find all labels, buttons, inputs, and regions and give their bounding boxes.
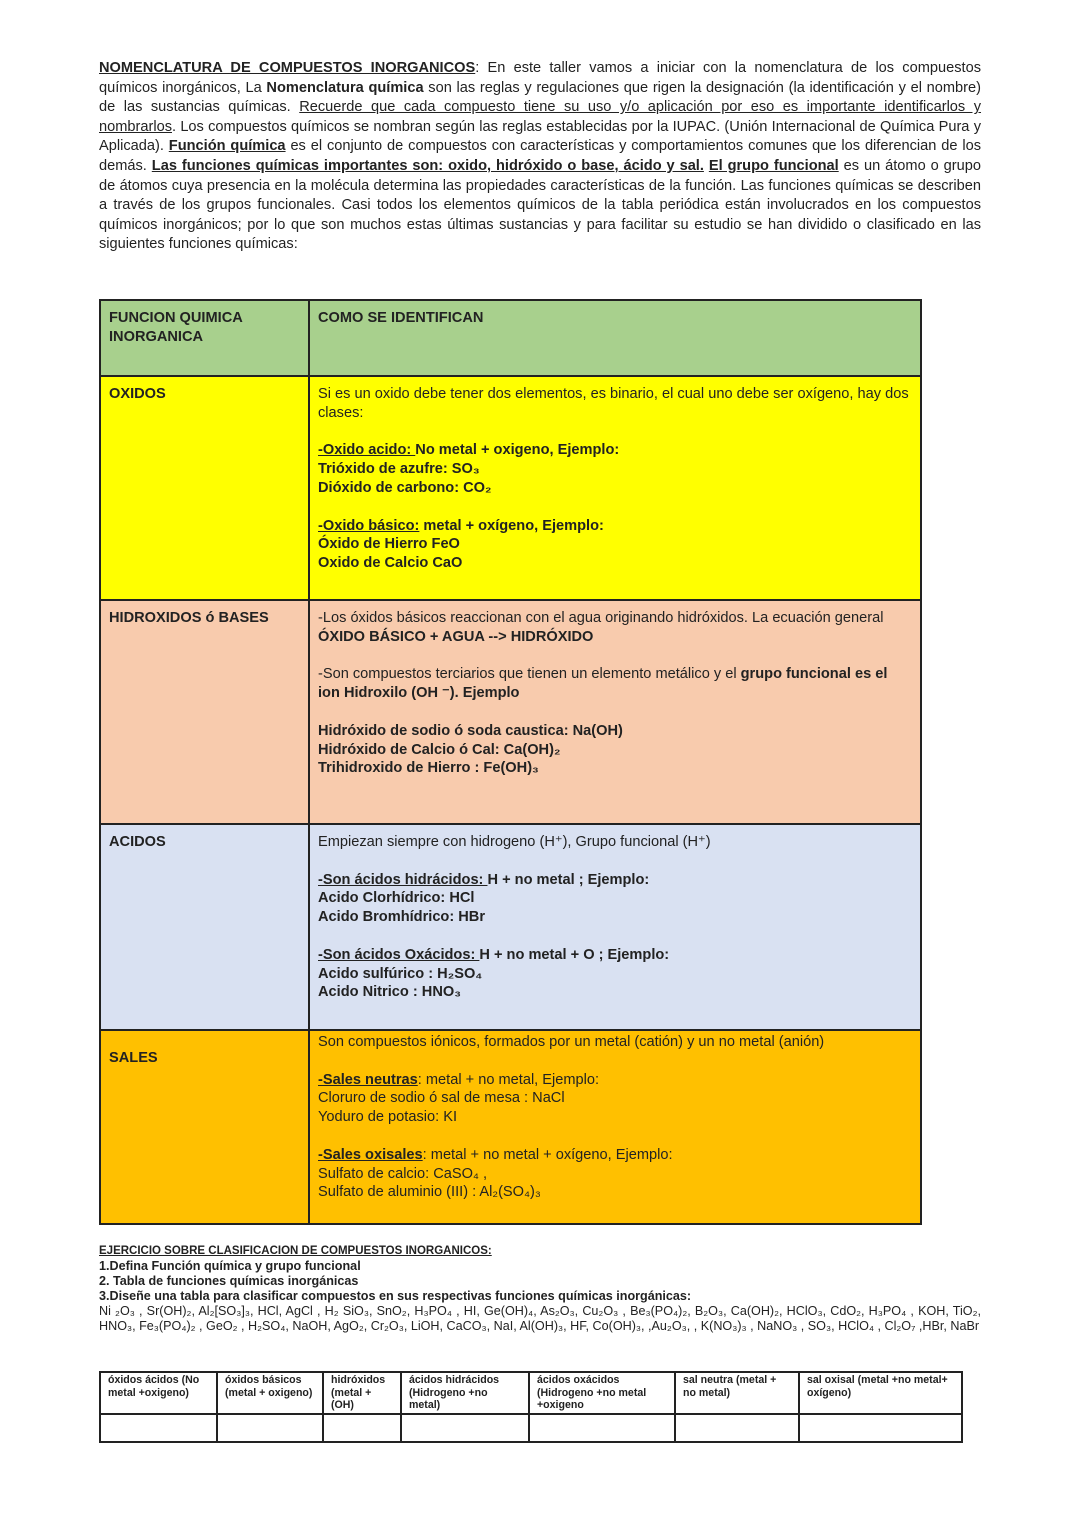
sales-oxisales-ex2: Sulfato de aluminio (III) : Al₂(SO₄)₃ xyxy=(318,1184,541,1201)
exercise-q1: 1.Defina Función química y grupo funcional xyxy=(99,1259,361,1273)
sales-neutras-title: -Sales neutras xyxy=(318,1071,418,1088)
col-sal-neutra: sal neutra (metal + no metal) xyxy=(675,1372,799,1414)
cell-sal-oxisal[interactable] xyxy=(799,1414,962,1442)
oxacidos-title: -Son ácidos Oxácidos: xyxy=(318,946,480,963)
sales-neutras-ex1: Cloruro de sodio ó sal de mesa : NaCl xyxy=(318,1090,565,1107)
header-col-como: COMO SE IDENTIFICAN xyxy=(309,300,921,376)
cell-oxidos-basicos[interactable] xyxy=(217,1414,323,1442)
compounds-list: Ni ₂O₃ , Sr(OH)₂, Al₂[SO₃]₃, HCl, AgCl , H₂ SiO₃, SnO₂, H₃PO₄ , HI, Ge(OH)₄, As₂O₃, Cu₂O₃ , Be₃(PO₄)₂, B₂O₃, Ca(OH)₂, HClO₃, CdO₂, H₃PO₄ , KOH, TiO₂, HNO₃, Fe₃(PO₄)₂ , GeO₂ , H₂SO₄, NaOH, AgO₂, Cr₂O₃, LiOH, CaCO₃, NaI, Al(OH)₃, HF, Co(OH)₃, ,Au₂O₃, , K(NO₃)₃ , NaNO₃ , SO₃, HClO₄ , Cl₂O₇ ,HBr, NaBr xyxy=(99,1304,981,1333)
nomenclatura-term: Nomenclatura química xyxy=(266,79,424,96)
table-header-row xyxy=(100,300,921,376)
cell-oxidos-acidos[interactable] xyxy=(100,1414,217,1442)
funciones-importantes-term: Las funciones químicas importantes son: oxido, hidróxido o base, ácido y sal. xyxy=(151,157,704,174)
exercise-q2: 2. Tabla de funciones químicas inorgánicas xyxy=(99,1274,359,1288)
oxido-acido-title: -Oxido acido: xyxy=(318,442,416,459)
intro-text-4: es el conjunto de compuestos con características y comportamientos comunes que los diferencian de los demás. xyxy=(99,138,981,174)
exercise-section xyxy=(99,1244,981,1334)
col-oxidos-acidos: óxidos ácidos (No metal +oxigeno) xyxy=(100,1372,217,1414)
sales-label: SALES xyxy=(100,1030,309,1224)
hidroxidos-ex3: Trihidroxido de Hierro : Fe(OH)₃ xyxy=(318,760,539,777)
sales-desc: Son compuestos iónicos, formados por un metal (catión) y un no metal (anión) xyxy=(318,1034,825,1050)
hidracidos-rule: H + no metal ; Ejemplo: xyxy=(487,871,650,888)
oxido-basico-ex2: Oxido de Calcio CaO xyxy=(318,555,463,572)
hidroxidos-ex2: Hidróxido de Calcio ó Cal: Ca(OH)₂ xyxy=(318,741,561,758)
oxido-basico-title: -Oxido básico: xyxy=(318,517,420,534)
hidracidos-title: -Son ácidos hidrácidos: xyxy=(318,871,488,888)
row-acidos xyxy=(100,824,921,1030)
hidroxidos-equation: ÓXIDO BÁSICO + AGUA --> HIDRÓXIDO xyxy=(318,628,594,645)
oxido-basico-rule: metal + oxígeno, Ejemplo: xyxy=(419,517,604,534)
recuerde-note: Recuerde que cada compuesto tiene su uso y/o aplicación por eso es importante identificarlos y nombrarlos xyxy=(99,99,982,135)
header-col-funcion: FUNCION QUIMICA INORGANICA xyxy=(100,300,309,376)
exercise-title: EJERCICIO SOBRE CLASIFICACION DE COMPUESTOS INORGANICOS: xyxy=(99,1245,492,1257)
col-sal-oxisal: sal oxisal (metal +no metal+ oxígeno) xyxy=(799,1372,962,1414)
document-title: NOMENCLATURA DE COMPUESTOS INORGANICOS xyxy=(99,60,476,76)
sales-neutras-rule: : metal + no metal, Ejemplo: xyxy=(417,1071,600,1088)
row-oxidos xyxy=(100,376,921,600)
hidroxidos-description xyxy=(309,600,921,824)
funcion-quimica-term: Función química xyxy=(168,138,286,155)
col-hidroxidos: hidróxidos (metal + (OH) xyxy=(323,1372,401,1414)
oxacidos-ex1: Acido sulfúrico : H₂SO₄ xyxy=(318,965,483,982)
hidroxidos-desc2b: grupo funcional es el ion Hidroxilo (OH ⁻). Ejemplo xyxy=(318,666,888,702)
sales-oxisales-ex1: Sulfato de calcio: CaSO₄ , xyxy=(318,1165,488,1182)
row-sales xyxy=(100,1030,921,1224)
oxidos-desc: Si es un oxido debe tener dos elementos, es binario, el cual uno debe ser oxígeno, hay dos clases: xyxy=(318,386,909,421)
oxido-basico-ex1: Óxido de Hierro FeO xyxy=(318,536,460,553)
acidos-label: ACIDOS xyxy=(100,824,309,1030)
hidroxidos-ex1: Hidróxido de sodio ó soda caustica: Na(OH) xyxy=(318,722,623,739)
row-hidroxidos xyxy=(100,600,921,824)
cell-acidos-hidracidos[interactable] xyxy=(401,1414,529,1442)
oxido-acido-ex1: Trióxido de azufre: SO₃ xyxy=(318,461,480,478)
oxidos-label: OXIDOS xyxy=(100,376,309,600)
functions-table xyxy=(99,299,922,1225)
intro-text-1: : En este taller vamos a iniciar con la nomenclatura de los compuestos químicos inorgánicos, La xyxy=(99,60,981,96)
grupo-funcional-term: El grupo funcional xyxy=(708,157,839,174)
cell-acidos-oxacidos[interactable] xyxy=(529,1414,675,1442)
exercise-q3: 3.Diseñe una tabla para clasificar compuestos en sus respectivas funciones químicas inorgánicas: xyxy=(99,1289,692,1303)
col-acidos-oxacidos: ácidos oxácidos (Hidrogeno +no metal +oxigeno xyxy=(529,1372,675,1414)
sales-oxisales-rule: : metal + no metal + oxígeno, Ejemplo: xyxy=(422,1146,673,1163)
cell-sal-neutra[interactable] xyxy=(675,1414,799,1442)
classification-header-row xyxy=(100,1372,962,1414)
intro-text-3: . Los compuestos químicos se nombran según las reglas establecidas por la IUPAC. (Unión Internacional de Química Pura y Aplicada). xyxy=(99,118,981,155)
oxidos-description xyxy=(309,376,921,600)
classification-table xyxy=(99,1371,963,1443)
hidroxidos-desc2a: -Son compuestos terciarios que tienen un elemento metálico y el xyxy=(318,666,741,683)
hidroxidos-label: HIDROXIDOS ó BASES xyxy=(100,600,309,824)
hidracidos-ex2: Acido Bromhídrico: HBr xyxy=(318,909,486,926)
col-oxidos-basicos: óxidos básicos (metal + oxigeno) xyxy=(217,1372,323,1414)
acidos-description xyxy=(309,824,921,1030)
oxacidos-rule: H + no metal + O ; Ejemplo: xyxy=(479,946,670,963)
sales-description xyxy=(309,1030,921,1224)
hidracidos-ex1: Acido Clorhídrico: HCl xyxy=(318,890,475,907)
oxido-acido-rule: No metal + oxigeno, Ejemplo: xyxy=(415,442,620,459)
oxacidos-ex2: Acido Nitrico : HNO₃ xyxy=(318,984,461,1001)
intro-text-2: son las reglas y regulaciones que rigen la designación (la identificación y el nombre) de las sustancias químicas. xyxy=(99,79,981,116)
acidos-desc: Empiezan siempre con hidrogeno (H⁺), Grupo funcional (H⁺) xyxy=(318,834,711,850)
intro-text-6: es un átomo o grupo de átomos cuya presencia en la molécula determina las propiedades características de la función. Las funciones químicas se describen a través de los grupos funcionales. Casi todos los elementos químicos de la tabla periódica están involucrados en los compuestos químicos inorgánicos; por lo que son muchos estas últimas sustancias y para facilitar su estudio se han dividido o clasificado en las siguientes funciones químicas: xyxy=(99,157,981,253)
sales-neutras-ex2: Yoduro de potasio: KI xyxy=(318,1109,458,1126)
cell-hidroxidos[interactable] xyxy=(323,1414,401,1442)
intro-paragraph xyxy=(99,59,981,255)
hidroxidos-desc: -Los óxidos básicos reaccionan con el agua originando hidróxidos. La ecuación general xyxy=(318,610,884,626)
col-acidos-hidracidos: ácidos hidrácidos (Hidrogeno +no metal) xyxy=(401,1372,529,1414)
oxido-acido-ex2: Dióxido de carbono: CO₂ xyxy=(318,479,492,496)
sales-oxisales-title: -Sales oxisales xyxy=(318,1146,423,1163)
classification-empty-row xyxy=(100,1414,962,1442)
